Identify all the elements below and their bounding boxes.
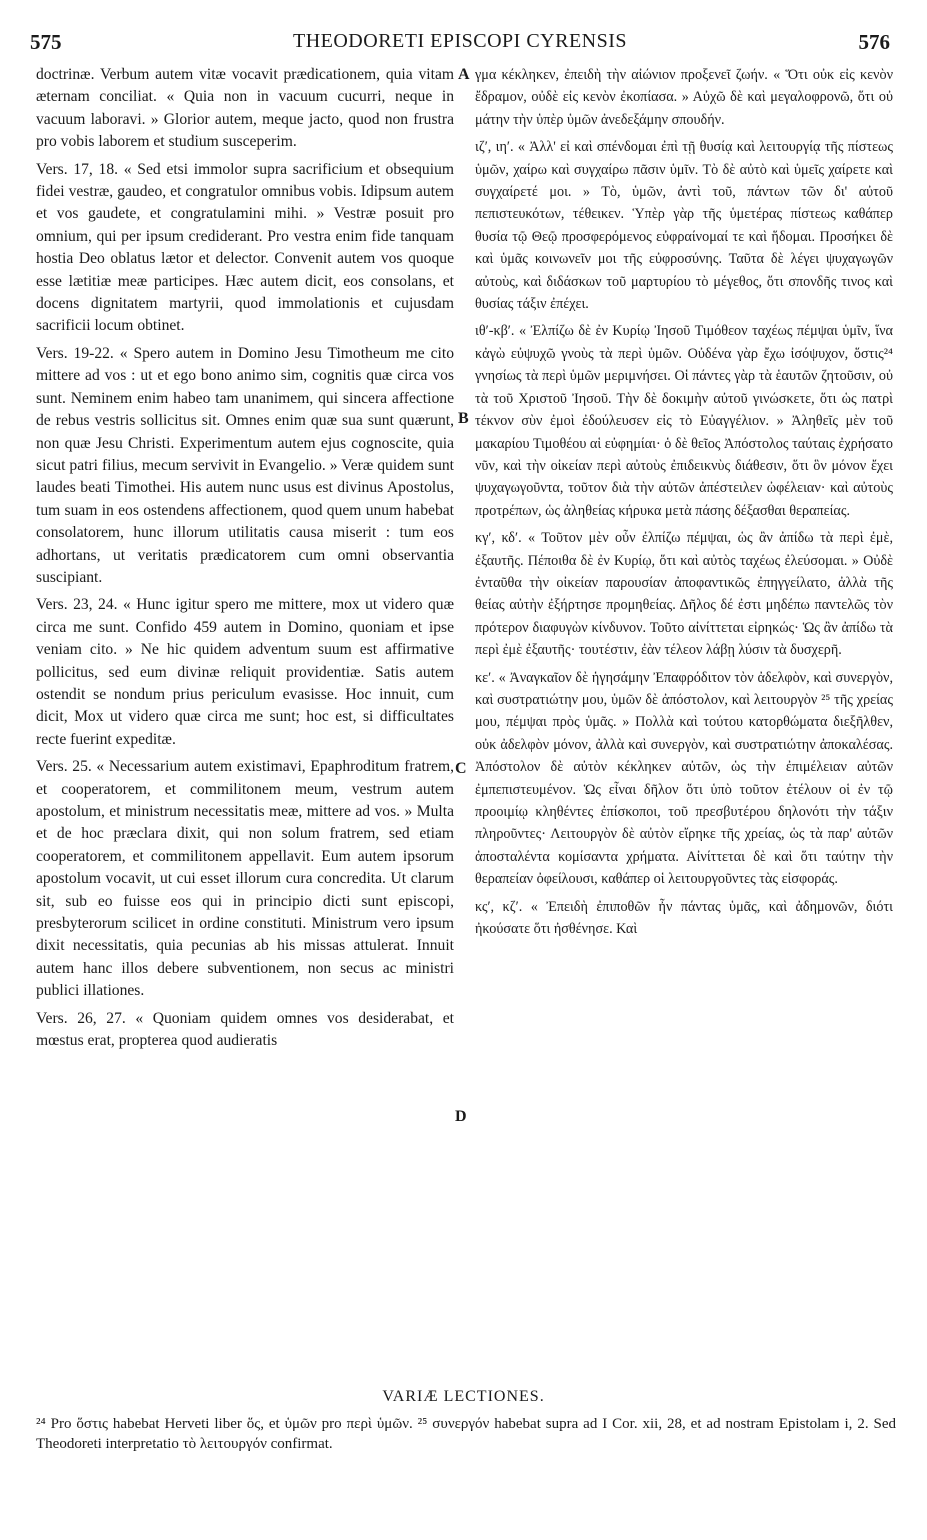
variae-lectiones-title: VARIÆ LECTIONES. [382,1388,545,1405]
page-header [30,30,890,56]
latin-column [36,64,454,1057]
latin-paragraph: Vers. 17, 18. « Sed etsi immolor supra sacrificium et obsequium fidei vestræ, gaudeo, et congratulor omnibus vobis. Idipsum autem et vos gaudete, et congratulamini mihi. » Vestræ posuit pro omnium, qui per ipsum crediderant. Pro vestra enim fide tanquam hostia Deo oblatus lætor et delector. Convenit autem vos quoque esse lætitiæ meæ participes. Hæc autem dicit, eos consolans, et docens dignitatem martyrii, quod immolationis et cujusdam sacrificii locum obtinet. [36,160,454,335]
latin-paragraph: Vers. 19-22. « Spero autem in Domino Jesu Timotheum me cito mittere ad vos : ut et ego bono animo sim, cognitis quæ circa vos sunt. Neminem enim habeo tam unanimem, qui sincera affectione de rebus vestris sollicitus sit. Omnes enim quæ sua sunt quærunt, non quæ Jesu Christi. Experimentum autem ejus cognoscite, quia sicut patri filius, mecum servivit in Evangelio. » Veræ quidem sunt laudes beati Timothei. His autem nunc usus est divinus Apostolus, tum suam in eos ostendens affectionem, quod quem unum habebat consolatorem, hunc illorum utilitatis causa miserit : tum eos adhortans, ut veritatis prædicatorem cum omni observantia suscipiant. [36,344,454,586]
latin-paragraph: Vers. 26, 27. « Quoniam quidem omnes vos desiderabat, et mœstus erat, propterea quod audieratis [36,1009,454,1050]
page-number-left: 575 [30,30,62,54]
greek-paragraph: κεʹ. « Ἀναγκαῖον δὲ ἡγησάμην Ἐπαφρόδιτον τὸν ἀδελφὸν, καὶ συνεργὸν, καὶ συστρατιώτην μου, ὑμῶν δὲ ἀπόστολον, καὶ λειτουργὸν ²⁵ τῆς χρείας μου, πέμψαι πρὸς ὑμᾶς. » Πολλὰ καὶ τούτου κατορθώματα διεξῆλθεν, οὐκ ἀδελφὸν μόνον, ἀλλὰ καὶ συνεργὸν, καὶ συστρατιώτην ἀποκαλέσας. Ἀπόστολον δὲ αὐτὸν κέκληκεν αὐτῶν, ὡς τὴν ἐπιμέλειαν αὐτῶν ἐμπεπιστευμένον. Ὡς εἶναι δῆλον ὅτι ὑπὸ τοῦτον ἐτέλουν οἱ ἐν τῷ προοιμίῳ κληθέντες ἐπίσκοποι, τοῦ πρεσβυτέρου δηλονότι τὴν τάξιν πληροῦντες· Λειτουργὸν δὲ αὐτὸν εἴρηκε τῆς χρείας, ὡς τὰ παρ' αὐτῶν ἀποσταλέντα κομίσαντα χρήματα. Αἰνίττεται δὲ καὶ ὅτι ταύτην τὴν θεραπείαν ὀφείλουσι, καθάπερ οἱ λειτουργοῦντες τὰς εἰσφοράς. [475,669,893,888]
page-number-right: 576 [858,30,890,54]
footnotes [36,1414,896,1454]
latin-paragraph: doctrinæ. Verbum autem vitæ vocavit prædicationem, quia vitam æternam conciliat. « Quia non in vacuum cucurri, neque in vacuum laboravi. » Glorior autem, meque jacto, quod non frustra pro vobis laborem et studium susceperim. [36,66,454,151]
latin-paragraph: Vers. 25. « Necessarium autem existimavi, Epaphroditum fratrem, et cooperatorem, et commilitonem meum, vestrum autem apostolum, et ministrum necessitatis meæ, mittere ad vos. » Multa et de hoc præclara dixit, qui non solum fratrem, sed etiam cooperatorem, et commilitonem appellavit. Eum autem ipsorum apostolum vocavit, ut cui esset illorum cura concredita. Ut clarum sit, sub eo fuisse eos qui in principio dicti sunt episcopi, presbyterorum scilicet in ordine constituti. Ministrum vero ipsum dixit necessitatis, quia pecunias ab his missas attulerat. Innuit autem hanc illos debere subventionem, non secus ac ministri publici illationes. [36,758,454,1000]
greek-paragraph: ιθʹ-κβʹ. « Ἐλπίζω δὲ ἐν Κυρίῳ Ἰησοῦ Τιμόθεον ταχέως πέμψαι ὑμῖν, ἵνα κἀγὼ εὐψυχῶ γνοὺς τὰ περὶ ὑμῶν. Οὐδένα γὰρ ἔχω ἰσόψυχον, ὅστις²⁴ γνησίως τὰ περὶ ὑμῶν μεριμνήσει. Οἱ πάντες γὰρ τὰ ἑαυτῶν ζητοῦσιν, οὐ τὰ τοῦ Χριστοῦ Ἰησοῦ. Τὴν δὲ δοκιμὴν αὐτοῦ γινώσκετε, ὅτι ὡς πατρὶ τέκνον σὺν ἐμοὶ ἐδούλευσεν εἰς τὸ Εὐαγγέλιον. » Ἀληθεῖς μὲν τοῦ μακαρίου Τιμοθέου αἱ εὐφημίαι· ὁ δὲ θεῖος Ἀπόστολος ταύταις ἐχρήσατο νῦν, καὶ τὴν οἰκείαν περὶ αὐτοὺς ἐπιδεικνὺς διάθεσιν, ὅτι ὃν μόνον ἔχει ψυχαγωγοῦντα, τοῦτον διὰ τὴν αὐτῶν ἀπέστειλεν ὠφέλειαν· καὶ αὐτοὺς προτρέπων, ὡς ἀληθείας κήρυκα μετὰ πάσης δέξασθαι θεραπείας. [475,323,893,519]
greek-paragraph: κςʹ, κζʹ. « Ἐπειδὴ ἐπιποθῶν ἦν πάντας ὑμᾶς, καὶ ἀδημονῶν, διότι ἠκούσατε ὅτι ἠσθένησε. Καὶ [475,898,893,938]
running-title: THEODORETI EPISCOPI CYRENSIS [292,30,628,52]
margin-marker-b: B [458,410,469,427]
greek-paragraph: ιζʹ, ιηʹ. « Ἀλλ' εἰ καὶ σπένδομαι ἐπὶ τῇ θυσίᾳ καὶ λειτουργίᾳ τῆς πίστεως ὑμῶν, χαίρω καὶ συγχαίρω πᾶσιν ὑμῖν. Τὸ δὲ αὐτὸ καὶ ὑμεῖς χαίρετε καὶ συγχαίρετέ μοι. » Τὸ, ὑμῶν, ἀντὶ τοῦ, πάντων τῶν δι' αὐτοῦ πεπιστευκότων, τέθεικεν. Ὑπὲρ γὰρ τῆς ὑμετέρας πίστεως καθάπερ θυσία τῷ Θεῷ προσφερόμενος εὐφραίνομαί τε καὶ ἥδομαι. Προσήκει δὲ καὶ ὑμᾶς κοινωνεῖν μοι τῆς εὐφροσύνης. Ταῦτα δὲ λέγει ψυχαγωγῶν αὐτοὺς, καὶ διδάσκων τοῦ μαρτυρίου τὸ μέγεθος, ὅτι σπονδῆς τινος καὶ θυσίας τάξιν ἐπέχει. [475,139,893,313]
margin-marker-a: A [458,66,470,83]
margin-marker-c: C [455,760,467,777]
margin-marker-d: D [455,1108,467,1125]
footnote: ²⁴ Pro ὅστις habebat Herveti liber ὅς, et ὑμῶν pro περὶ ὑμῶν. ²⁵ συνεργόν habebat supra ad I Cor. xii, 28, et ad nostram Epistolam i, 2. Sed Theodoreti interpretatio τὸ λειτουργόν confirmat. [36,1416,896,1452]
greek-column [475,64,893,945]
latin-paragraph: Vers. 23, 24. « Hunc igitur spero me mittere, mox ut videro quæ circa me sunt. Confido 459 autem in Domino, quoniam et ipse veniam cito. » Ne hic quidem adventum suum est affirmative pollicitus, sed eum divinæ reliquit providentiæ. Satis autem ostendit se nondum prius periculum evasisse. Hoc innuit, cum dicit, Mox ut videro quæ circa me sunt; hoc est, si difficultates recte fuerint expeditæ. [36,596,454,748]
greek-paragraph: γμα κέκληκεν, ἐπειδὴ τὴν αἰώνιον προξενεῖ ζωήν. « Ὅτι οὐκ εἰς κενὸν ἔδραμον, οὐδὲ εἰς κενὸν ἐκοπίασα. » Αὐχῶ δὲ καὶ μεγαλοφρονῶ, ὅτι οὐ μάτην τὴν ὑπὲρ ὑμῶν ἀνεδεξάμην σπουδήν. [475,67,893,128]
greek-paragraph: κγʹ, κδʹ. « Τοῦτον μὲν οὖν ἐλπίζω πέμψαι, ὡς ἂν ἀπίδω τὰ περὶ ἐμὲ, ἐξαυτῆς. Πέποιθα δὲ ἐν Κυρίῳ, ὅτι καὶ αὐτὸς ταχέως ἐλεύσομαι. » Οὐδὲ ἐνταῦθα τὴν οἰκείαν παρουσίαν ἀποφαντικῶς ἐπηγγείλατο, ἀλλὰ τῆς θείας αὐτὴν ἐξήρτησε προμηθείας. Δῆλος δέ ἐστι μηδέπω παντελῶς τὸν πρότερον διαφυγὼν κίνδυνον. Τοῦτο αἰνίττεται εἰρηκώς· Ὡς ἂν ἀπίδω τὰ περὶ ἐμὲ ἐξαυτῆς· τουτέστιν, ἐὰν τέλεον λάβῃ λύσιν τὰ δυσχερῆ. [475,530,893,659]
